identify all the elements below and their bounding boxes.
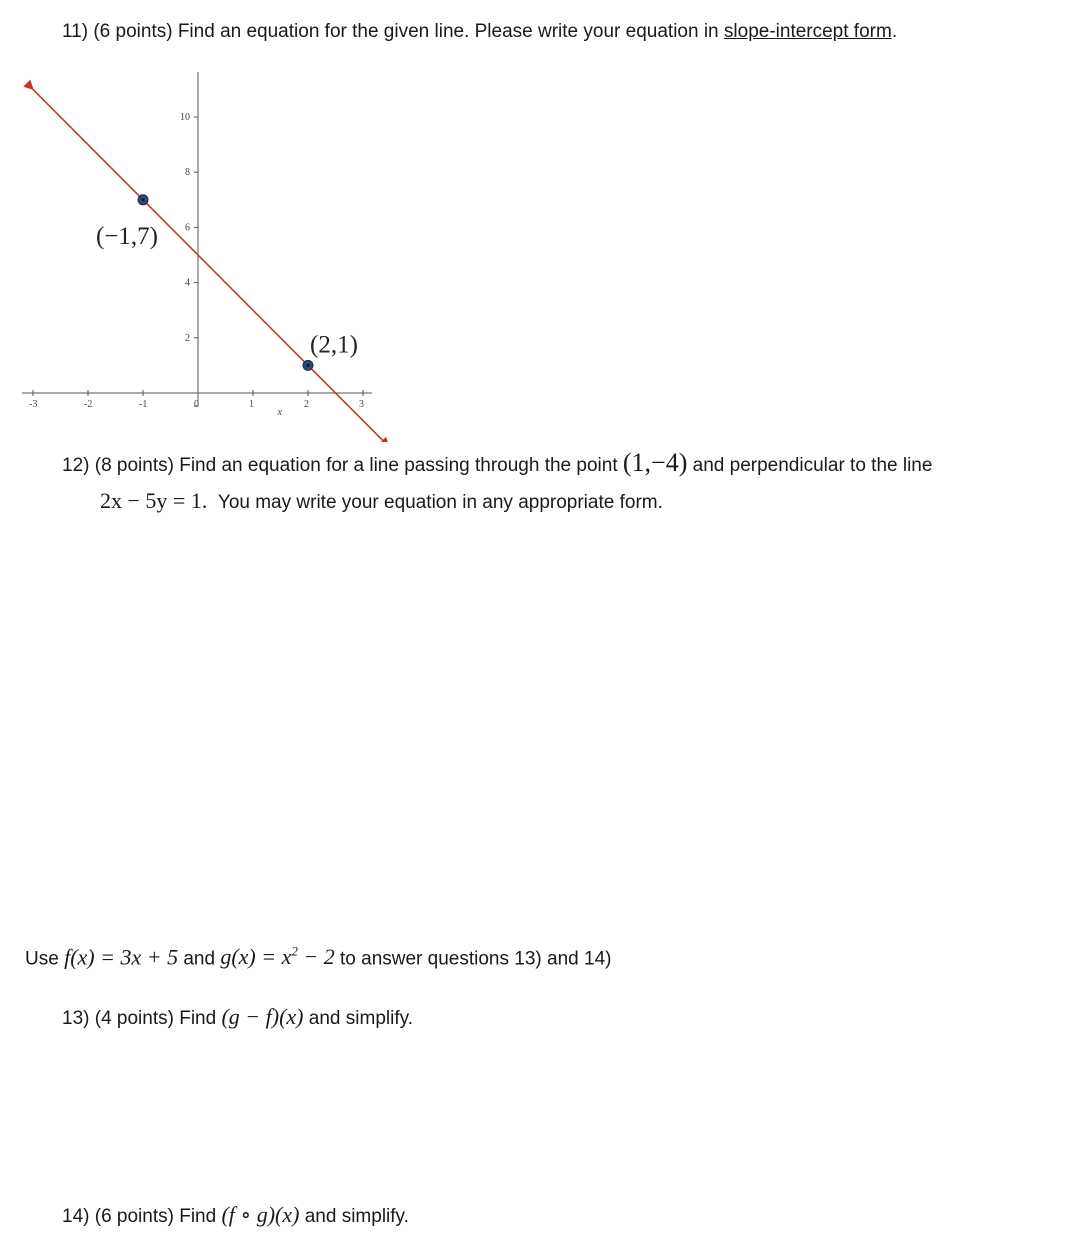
q14-number: 14) [62, 1206, 90, 1227]
x-tick-label: 3 [359, 399, 364, 410]
q11-text: Find an equation for the given line. Please write your equation in [177, 21, 719, 42]
point-neg1-7-center [142, 198, 145, 201]
question-14 [62, 1202, 409, 1228]
y-tick-label: 2 [185, 332, 190, 344]
x-tick-label: -3 [29, 399, 38, 410]
q11-number: 11) [62, 21, 89, 42]
functions-tail: to answer questions 13) and 14) [340, 948, 612, 970]
question-12 [62, 448, 932, 478]
y-tick-label: 8 [185, 167, 190, 179]
q12-text3: You may write your equation in any appropriate form. [217, 492, 663, 513]
q14-points: (6 points) [94, 1206, 174, 1227]
x-axis-label: x [277, 407, 282, 418]
q14-tail: and simplify. [304, 1206, 409, 1227]
q12-text2: and perpendicular to the line [692, 455, 933, 476]
x-tick-label: -1 [139, 399, 148, 410]
q13-find: Find [179, 1008, 217, 1029]
y-tick-label: 4 [185, 277, 190, 289]
q13-number: 13) [62, 1008, 90, 1029]
q12-text1: Find an equation for a line passing through the point [179, 455, 618, 476]
x-tick-label: 1 [249, 399, 254, 410]
q14-find: Find [179, 1206, 217, 1227]
f-definition: f(x) = 3x + 5 [64, 944, 179, 970]
question-11 [62, 21, 897, 43]
x-tick-label: 0 [194, 399, 199, 410]
y-tick-label: 10 [180, 112, 190, 123]
line-graph [0, 62, 420, 442]
question-12-line2 [100, 488, 663, 514]
function-definitions [25, 944, 611, 970]
q12-point: (1,−4) [622, 448, 688, 477]
q12-equation: 2x − 5y = 1. [100, 488, 208, 513]
q13-points: (4 points) [94, 1008, 174, 1029]
and-text: and [183, 948, 216, 970]
q13-expression: (g − f)(x) [221, 1004, 304, 1029]
q12-number: 12) [62, 455, 90, 476]
plot-layer [30, 87, 386, 442]
graph-line [30, 87, 386, 442]
q13-tail: and simplify. [308, 1008, 413, 1029]
x-tick-label: -2 [84, 399, 93, 410]
x-tick-label: 2 [304, 399, 309, 410]
q11-points: (6 points) [93, 21, 173, 42]
q12-points: (8 points) [94, 455, 174, 476]
point1-label: (−1,7) [96, 222, 158, 250]
g-definition: $g(x) = x^2 - 2$ [220, 944, 335, 970]
point-2-1-center [307, 364, 310, 367]
q14-expression: (f ∘ g)(x) [221, 1202, 300, 1227]
slope-intercept-form-text: slope-intercept form [723, 21, 892, 42]
q11-period: . [891, 21, 898, 42]
use-text: Use [25, 948, 59, 970]
point2-label: (2,1) [310, 331, 358, 359]
question-13 [62, 1004, 413, 1030]
y-tick-label: 6 [185, 222, 190, 234]
